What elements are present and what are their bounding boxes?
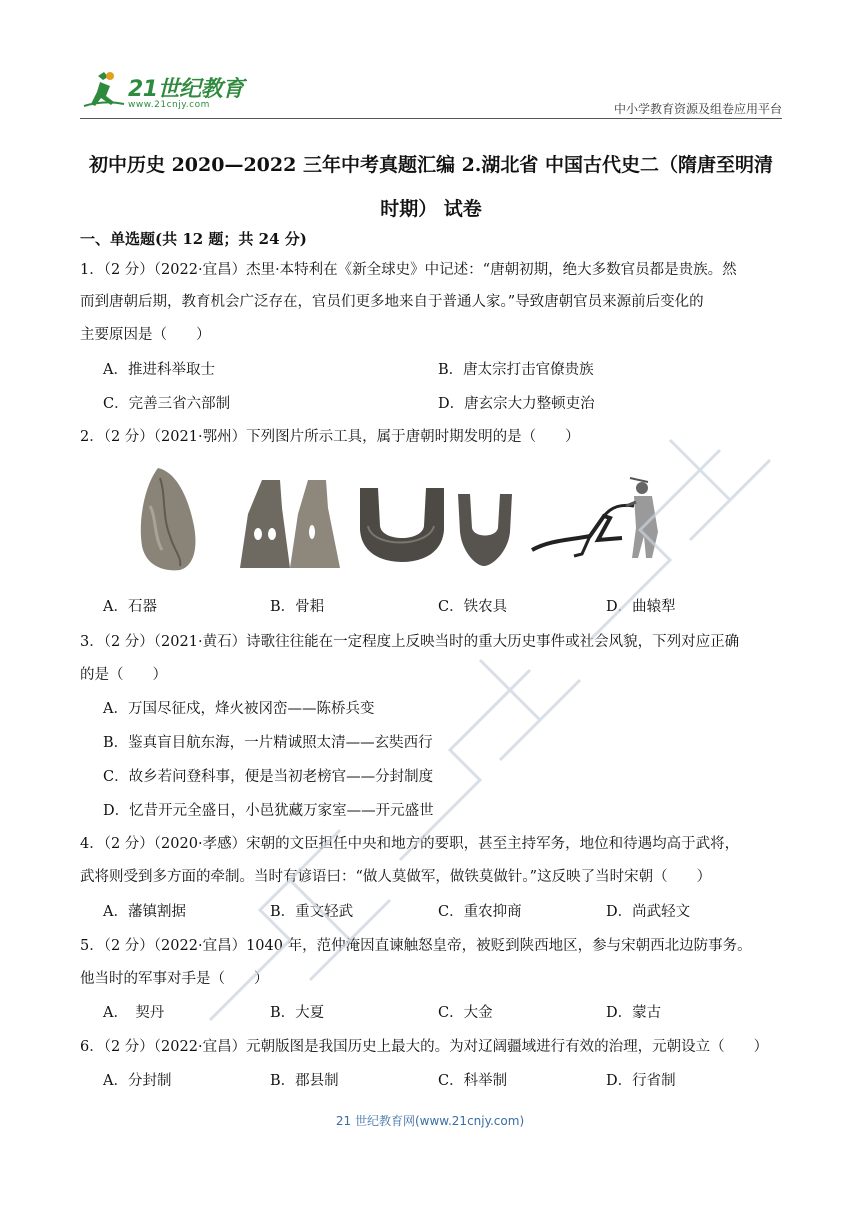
header-platform-text: 中小学教育资源及组卷应用平台: [613, 102, 782, 116]
question-1-option-c[interactable]: C．完善三省六部制: [103, 396, 231, 412]
question-3-option-b[interactable]: B．鉴真盲目航东海，一片精诚照太清——玄奘西行: [103, 735, 433, 751]
question-5-option-d[interactable]: D．蒙古: [606, 1005, 662, 1021]
question-4-line-1: 4．（2 分）（2020·孝感）宋朝的文臣担任中央和地方的要职，甚至主持军务，地位和待遇均高于武将，: [80, 836, 740, 852]
question-6-option-c[interactable]: C．科举制: [438, 1073, 508, 1089]
stone-tool-image: [136, 466, 200, 572]
curved-shaft-plow-image: [530, 476, 670, 562]
logo-text: 21世纪教育: [128, 77, 244, 102]
question-6-option-b[interactable]: B．郡县制: [270, 1073, 339, 1089]
question-2-option-c[interactable]: C．铁农具: [438, 599, 508, 615]
question-4-line-2: 武将则受到多方面的牵制。当时有谚语曰：“做人莫做军，做铁莫做针。”这反映了当时宋朝（ ）: [80, 869, 712, 885]
question-2-option-d[interactable]: D．曲辕犁: [606, 599, 676, 615]
question-4-option-c[interactable]: C．重农抑商: [438, 904, 522, 920]
question-6-option-a[interactable]: A．分封制: [103, 1073, 172, 1089]
question-1-option-b[interactable]: B．唐太宗打击官僚贵族: [438, 362, 594, 378]
question-1-line-1: 1．（2 分）（2022·宜昌）杰里·本特利在《新全球史》中记述：“唐朝初期，绝大多数官员都是贵族。然: [80, 262, 737, 278]
question-1-line-3: 主要原因是（ ）: [80, 327, 211, 343]
question-4-option-b[interactable]: B．重文轻武: [270, 904, 354, 920]
iron-tool-image: [358, 486, 446, 564]
footer-link[interactable]: 21 世纪教育网(www.21cnjy.com): [335, 1114, 525, 1128]
header-divider: [80, 118, 782, 119]
question-1-line-2: 而到唐朝后期，教育机会广泛存在，官员们更多地来自于普通人家。”导致唐朝官员来源前后变化的: [80, 294, 704, 310]
question-5-option-a[interactable]: A． 契丹: [103, 1005, 165, 1021]
question-4-option-a[interactable]: A．藩镇割据: [103, 904, 186, 920]
question-6-line-1: 6．（2 分）（2022·宜昌）元朝版图是我国历史上最大的。为对辽阔疆域进行有效的治理，元朝设立（ ）: [80, 1039, 769, 1055]
question-2-line-1: 2．（2 分）（2021·鄂州）下列图片所示工具，属于唐朝时期发明的是（ ）: [80, 429, 580, 445]
question-6-option-d[interactable]: D．行省制: [606, 1073, 676, 1089]
bone-spade-image: [236, 478, 344, 570]
question-5-line-1: 5．（2 分）（2022·宜昌）1040 年，范仲淹因直谏触怒皇帝，被贬到陕西地区，参与宋朝西北边防事务。: [80, 938, 752, 954]
question-3-line-1: 3．（2 分）（2021·黄石）诗歌往往能在一定程度上反映当时的重大历史事件或社会风貌，下列对应正确: [80, 634, 740, 650]
question-2-option-b[interactable]: B．骨耜: [270, 599, 325, 615]
logo-url: www.21cnjy.com: [128, 100, 210, 110]
question-5-option-c[interactable]: C．大金: [438, 1005, 493, 1021]
question-3-option-a[interactable]: A．万国尽征戍，烽火被冈峦——陈桥兵变: [103, 701, 375, 717]
question-1-option-a[interactable]: A．推进科举取士: [103, 362, 215, 378]
question-3-line-2: 的是（ ）: [80, 667, 167, 683]
question-5-option-b[interactable]: B．大夏: [270, 1005, 325, 1021]
page-title-line-1: 初中历史 2020—2022 三年中考真题汇编 2.湖北省 中国古代史二（隋唐至明清: [88, 154, 774, 176]
iron-plow-tip-image: [456, 492, 514, 568]
question-3-option-d[interactable]: D．忆昔开元全盛日，小邑犹藏万家室——开元盛世: [103, 803, 434, 819]
question-3-option-c[interactable]: C．故乡若问登科事，便是当初老榜官——分封制度: [103, 769, 434, 785]
question-5-line-2: 他当时的军事对手是（ ）: [80, 971, 269, 987]
question-4-option-d[interactable]: D．尚武轻文: [606, 904, 691, 920]
page-title-line-2: 时期） 试卷: [380, 198, 482, 220]
question-1-option-d[interactable]: D．唐玄宗大力整顿吏治: [438, 396, 595, 412]
question-2-option-a[interactable]: A．石器: [103, 599, 157, 615]
section-heading: 一、单选题(共 12 题；共 24 分): [80, 230, 307, 248]
